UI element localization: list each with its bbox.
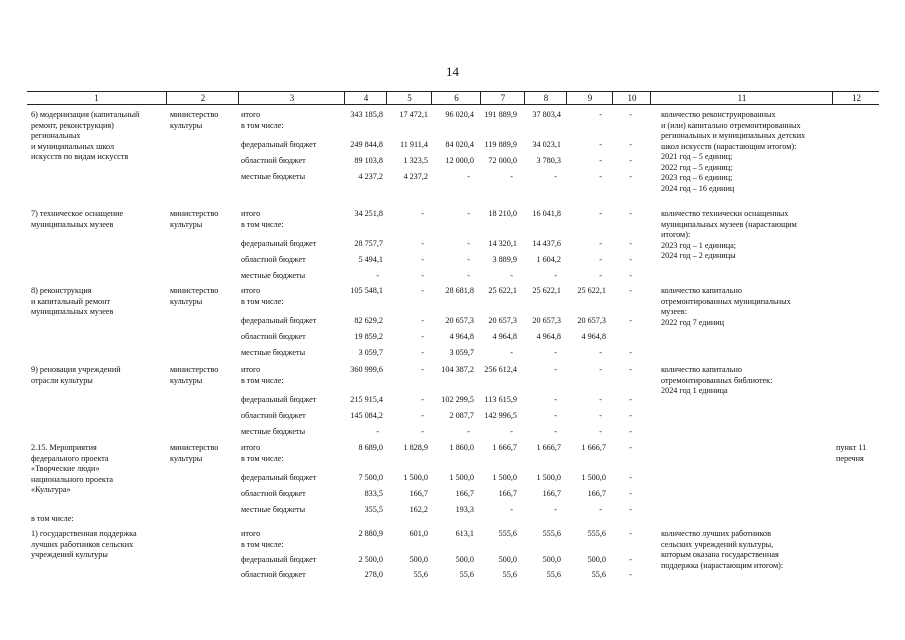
funding-source: федеральный бюджет <box>241 239 317 248</box>
value-cell: 191 889,9 <box>484 110 517 119</box>
value-cell: 96 020,4 <box>445 110 474 119</box>
value-cell: 215 915,4 <box>350 395 383 404</box>
value-cell: - <box>554 427 557 436</box>
value-cell: 17 472,1 <box>399 110 428 119</box>
measure-name: региональных <box>31 131 81 140</box>
value-cell: 3 059,7 <box>358 348 383 357</box>
measure-name: 2.15. Мероприятия <box>31 443 97 452</box>
including-label: в том числе: <box>31 514 74 523</box>
value-cell: 1 500,0 <box>536 473 561 482</box>
value-cell: - <box>629 505 632 514</box>
header-col-6: 6 <box>431 92 481 104</box>
value-cell: - <box>554 365 557 374</box>
value-cell: - <box>599 255 602 264</box>
value-cell: - <box>599 172 602 181</box>
value-cell: 166,7 <box>455 489 474 498</box>
value-cell: - <box>629 529 632 538</box>
result-indicator: 2024 год 1 единица <box>661 386 728 395</box>
value-cell: 500,0 <box>455 555 474 564</box>
value-cell: - <box>629 316 632 325</box>
header-col-12: 12 <box>832 92 880 104</box>
value-cell: 1 323,5 <box>403 156 428 165</box>
value-cell: - <box>599 156 602 165</box>
value-cell: 5 494,1 <box>358 255 383 264</box>
funding-source: областной бюджет <box>241 489 306 498</box>
value-cell: 278,0 <box>364 570 383 579</box>
value-cell: - <box>510 505 513 514</box>
value-cell: 28 681,8 <box>445 286 474 295</box>
header-col-1: 1 <box>94 93 99 103</box>
value-cell: 8 689,0 <box>358 443 383 452</box>
value-cell: 162,2 <box>409 505 428 514</box>
value-cell: - <box>510 427 513 436</box>
page-number: 14 <box>446 64 459 79</box>
value-cell: - <box>599 427 602 436</box>
funding-source: областной бюджет <box>241 570 306 579</box>
header-col-10: 10 <box>612 92 651 104</box>
value-cell: - <box>629 443 632 452</box>
value-cell: 1 666,7 <box>581 443 606 452</box>
value-cell: 12 000,0 <box>445 156 474 165</box>
value-cell: - <box>421 411 424 420</box>
funding-subtitle: в том числе: <box>241 375 284 385</box>
result-indicator: отремонтированных муниципальных <box>661 296 791 306</box>
value-cell: 4 237,2 <box>403 172 428 181</box>
funding-source: местные бюджеты <box>241 348 306 357</box>
value-cell: 84 020,4 <box>445 140 474 149</box>
value-cell: 119 889,9 <box>484 140 517 149</box>
value-cell: - <box>421 365 424 374</box>
funding-source: федеральный бюджет <box>241 473 317 482</box>
value-cell: - <box>629 255 632 264</box>
value-cell: 4 964,8 <box>449 332 474 341</box>
measure-name: ремонт, реконструкция) <box>31 120 114 130</box>
header-col-8: 8 <box>524 92 567 104</box>
value-cell: 28 757,7 <box>354 239 383 248</box>
value-cell: 2 880,9 <box>358 529 383 538</box>
value-cell: - <box>629 473 632 482</box>
value-cell: 55,6 <box>546 570 561 579</box>
measure-name: и капитальный ремонт <box>31 296 111 306</box>
funding-source: областной бюджет <box>241 156 306 165</box>
value-cell: - <box>629 172 632 181</box>
value-cell: - <box>599 239 602 248</box>
value-cell: 166,7 <box>587 489 606 498</box>
value-cell: 102 299,5 <box>441 395 474 404</box>
value-cell: 20 657,3 <box>488 316 517 325</box>
value-cell: - <box>599 209 602 218</box>
value-cell: - <box>599 505 602 514</box>
value-cell: 34 023,1 <box>532 140 561 149</box>
measure-name: 1) государственная поддержка <box>31 529 137 538</box>
funding-source: местные бюджеты <box>241 427 306 436</box>
result-indicator: 2024 год – 16 единиц <box>661 183 735 193</box>
value-cell: - <box>421 286 424 295</box>
result-indicator: региональных и муниципальных детских <box>661 131 806 140</box>
value-cell: - <box>629 489 632 498</box>
result-indicator: количество реконструированных <box>661 110 776 119</box>
value-cell: 55,6 <box>413 570 428 579</box>
funding-subtitle: в том числе: <box>241 219 284 229</box>
funding-source: областной бюджет <box>241 255 306 264</box>
value-cell: - <box>421 427 424 436</box>
value-cell: - <box>421 209 424 218</box>
result-indicator: музеев: <box>661 307 687 316</box>
value-cell: 500,0 <box>587 555 606 564</box>
executor: министерство <box>170 443 219 452</box>
value-cell: 2 500,0 <box>358 555 383 564</box>
value-cell: 601,0 <box>409 529 428 538</box>
executor: культуры <box>170 296 203 306</box>
value-cell: 20 657,3 <box>577 316 606 325</box>
measure-name: «Творческие люди» <box>31 464 100 473</box>
value-cell: - <box>421 271 424 280</box>
value-cell: - <box>554 505 557 514</box>
result-indicator: количество технически оснащенных <box>661 209 789 218</box>
value-cell: 2 087,7 <box>449 411 474 420</box>
funding-source: итого <box>241 443 261 452</box>
value-cell: - <box>467 271 470 280</box>
value-cell: 360 999,6 <box>350 365 383 374</box>
measure-name: муниципальных музеев <box>31 219 114 229</box>
value-cell: 1 860,0 <box>449 443 474 452</box>
value-cell: - <box>421 332 424 341</box>
value-cell: - <box>629 348 632 357</box>
executor: министерство <box>170 209 219 218</box>
table-header <box>27 91 879 105</box>
measure-name: искусств по видам искусств <box>31 152 129 161</box>
value-cell: 1 666,7 <box>492 443 517 452</box>
value-cell: - <box>510 172 513 181</box>
measure-name: муниципальных музеев <box>31 307 114 316</box>
value-cell: 1 500,0 <box>492 473 517 482</box>
value-cell: 145 084,2 <box>350 411 383 420</box>
header-col-9: 9 <box>566 92 613 104</box>
value-cell: 3 059,7 <box>449 348 474 357</box>
result-indicator: муниципальных музеев (нарастающим <box>661 219 797 229</box>
value-cell: - <box>467 209 470 218</box>
value-cell: - <box>554 172 557 181</box>
value-cell: 555,6 <box>542 529 561 538</box>
funding-source: федеральный бюджет <box>241 140 317 149</box>
value-cell: - <box>554 271 557 280</box>
value-cell: 25 622,1 <box>488 286 517 295</box>
value-cell: - <box>421 239 424 248</box>
value-cell: - <box>629 427 632 436</box>
value-cell: 16 041,8 <box>532 209 561 218</box>
value-cell: 1 500,0 <box>449 473 474 482</box>
funding-source: итого <box>241 110 261 119</box>
value-cell: 113 615,9 <box>484 395 517 404</box>
value-cell: - <box>599 348 602 357</box>
funding-source: федеральный бюджет <box>241 555 317 564</box>
value-cell: - <box>421 348 424 357</box>
value-cell: 166,7 <box>409 489 428 498</box>
value-cell: 37 803,4 <box>532 110 561 119</box>
executor: культуры <box>170 219 203 229</box>
result-indicator: 2023 год – 1 единица; <box>661 240 737 250</box>
value-cell: 55,6 <box>591 570 606 579</box>
value-cell: - <box>599 110 602 119</box>
value-cell: 1 828,9 <box>403 443 428 452</box>
value-cell: - <box>510 271 513 280</box>
measure-name: 6) модернизация (капитальный <box>31 110 140 119</box>
funding-source: итого <box>241 286 261 295</box>
funding-subtitle: в том числе: <box>241 539 284 549</box>
funding-source: местные бюджеты <box>241 505 306 514</box>
value-cell: 20 657,3 <box>445 316 474 325</box>
value-cell: 25 622,1 <box>577 286 606 295</box>
value-cell: - <box>629 140 632 149</box>
value-cell: - <box>554 411 557 420</box>
value-cell: 72 000,0 <box>488 156 517 165</box>
value-cell: 166,7 <box>542 489 561 498</box>
result-indicator: 2022 год 7 единиц <box>661 317 725 327</box>
funding-source: областной бюджет <box>241 332 306 341</box>
measure-name: 9) реновация учреждений <box>31 365 121 374</box>
result-indicator: количество лучших работников <box>661 529 771 538</box>
value-cell: 193,3 <box>455 505 474 514</box>
funding-source: итого <box>241 365 261 374</box>
executor: культуры <box>170 375 203 385</box>
measure-name: федерального проекта <box>31 453 109 463</box>
value-cell: 1 500,0 <box>581 473 606 482</box>
value-cell: 555,6 <box>498 529 517 538</box>
value-cell: - <box>467 255 470 264</box>
value-cell: 4 964,8 <box>536 332 561 341</box>
value-cell: 500,0 <box>409 555 428 564</box>
funding-source: областной бюджет <box>241 411 306 420</box>
result-indicator: и (или) капитально отремонтированных <box>661 120 801 130</box>
result-indicator: 2021 год – 5 единиц; <box>661 152 733 161</box>
value-cell: 14 320,1 <box>488 239 517 248</box>
value-cell: 20 657,3 <box>532 316 561 325</box>
value-cell: 34 251,8 <box>354 209 383 218</box>
funding-source: федеральный бюджет <box>241 316 317 325</box>
value-cell: - <box>599 411 602 420</box>
measure-name: национального проекта <box>31 474 114 484</box>
value-cell: - <box>629 411 632 420</box>
value-cell: 1 666,7 <box>536 443 561 452</box>
value-cell: 19 859,2 <box>354 332 383 341</box>
result-indicator: которым оказана государственная <box>661 550 779 559</box>
funding-source: федеральный бюджет <box>241 395 317 404</box>
value-cell: - <box>376 271 379 280</box>
value-cell: - <box>421 255 424 264</box>
value-cell: 1 604,2 <box>536 255 561 264</box>
funding-subtitle: в том числе: <box>241 120 284 130</box>
value-cell: - <box>376 427 379 436</box>
value-cell: - <box>599 395 602 404</box>
header-col-2: 2 <box>166 92 239 104</box>
result-indicator: школ искусств (нарастающим итогом): <box>661 141 797 151</box>
header-col-5: 5 <box>386 92 432 104</box>
value-cell: - <box>421 316 424 325</box>
value-cell: - <box>599 271 602 280</box>
funding-source: местные бюджеты <box>241 271 306 280</box>
value-cell: - <box>629 209 632 218</box>
value-cell: 89 103,8 <box>354 156 383 165</box>
value-cell: - <box>599 140 602 149</box>
value-cell: 613,1 <box>455 529 474 538</box>
value-cell: - <box>554 395 557 404</box>
value-cell: 105 548,1 <box>350 286 383 295</box>
value-cell: - <box>554 348 557 357</box>
funding-subtitle: в том числе: <box>241 296 284 306</box>
value-cell: 82 629,2 <box>354 316 383 325</box>
value-cell: 249 844,8 <box>350 140 383 149</box>
value-cell: - <box>510 348 513 357</box>
value-cell: 18 210,0 <box>488 209 517 218</box>
value-cell: - <box>629 555 632 564</box>
value-cell: 4 237,2 <box>358 172 383 181</box>
result-indicator: поддержка (нарастающим итогом): <box>661 560 784 570</box>
funding-source: итого <box>241 209 261 218</box>
value-cell: 7 500,0 <box>358 473 383 482</box>
value-cell: 500,0 <box>542 555 561 564</box>
value-cell: 4 964,8 <box>581 332 606 341</box>
executor: министерство <box>170 110 219 119</box>
measure-name: 8) реконструкция <box>31 286 92 295</box>
value-cell: 166,7 <box>498 489 517 498</box>
value-cell: - <box>629 570 632 579</box>
value-cell: - <box>629 156 632 165</box>
value-cell: - <box>421 395 424 404</box>
measure-name: отрасли культуры <box>31 375 93 385</box>
note-cell: пункт 11 <box>836 443 867 452</box>
value-cell: 3 889,9 <box>492 255 517 264</box>
value-cell: 555,6 <box>587 529 606 538</box>
value-cell: 142 996,5 <box>484 411 517 420</box>
value-cell: 355,5 <box>364 505 383 514</box>
measure-name: 7) техническое оснащение <box>31 209 124 218</box>
result-indicator: 2022 год – 5 единиц; <box>661 162 733 172</box>
value-cell: 256 612,4 <box>484 365 517 374</box>
value-cell: - <box>467 427 470 436</box>
header-col-3: 3 <box>238 92 345 104</box>
header-col-7: 7 <box>480 92 525 104</box>
value-cell: 500,0 <box>498 555 517 564</box>
funding-source: итого <box>241 529 261 538</box>
value-cell: - <box>629 286 632 295</box>
note-cell: перечня <box>836 453 864 463</box>
result-indicator: итогом): <box>661 230 691 239</box>
value-cell: 1 500,0 <box>403 473 428 482</box>
value-cell: 55,6 <box>502 570 517 579</box>
value-cell: - <box>629 365 632 374</box>
result-indicator: 2024 год – 2 единицы <box>661 251 736 260</box>
result-indicator: количество капитально <box>661 365 742 374</box>
value-cell: 25 622,1 <box>532 286 561 295</box>
value-cell: - <box>599 365 602 374</box>
executor: культуры <box>170 120 203 130</box>
measure-name: и муниципальных школ <box>31 141 115 151</box>
value-cell: - <box>629 271 632 280</box>
executor: министерство <box>170 365 219 374</box>
value-cell: 343 185,8 <box>350 110 383 119</box>
value-cell: 14 437,6 <box>532 239 561 248</box>
measure-name: учреждений культуры <box>31 550 108 559</box>
result-indicator: 2023 год – 6 единиц; <box>661 173 733 182</box>
value-cell: 833,5 <box>364 489 383 498</box>
value-cell: - <box>467 172 470 181</box>
executor: культуры <box>170 453 203 463</box>
value-cell: 11 911,4 <box>399 140 428 149</box>
measure-name: лучших работников сельских <box>31 539 134 549</box>
value-cell: 4 964,8 <box>492 332 517 341</box>
value-cell: 3 780,3 <box>536 156 561 165</box>
executor: министерство <box>170 286 219 295</box>
funding-subtitle: в том числе: <box>241 453 284 463</box>
measure-name: «Культура» <box>31 485 71 494</box>
header-col-4: 4 <box>344 92 387 104</box>
result-indicator: количество капитально <box>661 286 742 295</box>
funding-source: местные бюджеты <box>241 172 306 181</box>
header-col-11: 11 <box>650 92 833 104</box>
value-cell: - <box>629 395 632 404</box>
value-cell: - <box>629 239 632 248</box>
value-cell: 104 387,2 <box>441 365 474 374</box>
result-indicator: сельских учреждений культуры, <box>661 539 774 549</box>
value-cell: - <box>467 239 470 248</box>
value-cell: - <box>629 110 632 119</box>
value-cell: 55,6 <box>459 570 474 579</box>
result-indicator: отремонтированных библиотек: <box>661 375 773 385</box>
